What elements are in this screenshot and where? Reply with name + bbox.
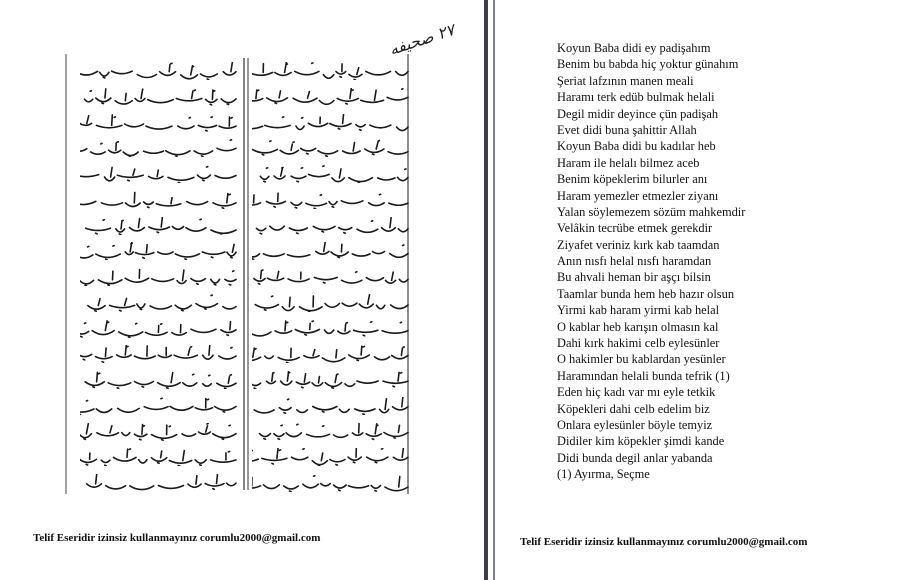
manuscript-line — [252, 268, 412, 286]
poem-line: Haram yemezler etmezler ziyanı — [557, 188, 719, 203]
poem-line: Benim bu babda hiç yoktur günahım — [557, 57, 739, 72]
manuscript-line — [252, 448, 412, 466]
manuscript-line — [252, 423, 412, 441]
poem-line: Şeriat lafzının manen meali — [557, 73, 694, 88]
manuscript-line — [80, 62, 240, 80]
manuscript-line — [252, 62, 412, 80]
poem-line: Yirmi kab haram yirmi kab helal — [557, 303, 720, 318]
manuscript-line — [80, 423, 240, 441]
poem-line: Dahi kırk hakimi celb eylesünler — [557, 336, 720, 351]
copyright-footer-right: Telif Eseridir izinsiz kullanmayınız corumlu2000@gmail.com — [520, 536, 808, 548]
transliterated-poem — [557, 40, 897, 466]
poem-line: Eden hiç kadı var mı eyle tetkik — [557, 385, 716, 400]
manuscript-line — [252, 165, 412, 183]
manuscript-line — [252, 371, 412, 389]
manuscript-right-column — [252, 62, 412, 492]
poem-line: Haramı terk edüb bulmak helali — [557, 90, 715, 105]
manuscript-line — [252, 191, 412, 209]
manuscript-page-number: ٢٧ صحيفه — [386, 20, 457, 59]
manuscript-line — [80, 139, 240, 157]
poem-line: O kablar heb karışın olmasın kal — [557, 319, 719, 334]
manuscript-line — [80, 371, 240, 389]
manuscript-line — [80, 320, 240, 338]
poem-line: Haramından helali bunda tefrik (1) — [557, 368, 730, 383]
poem-line: Ziyafet veriniz kırk kab taamdan — [557, 237, 720, 252]
manuscript-line — [252, 242, 412, 260]
manuscript-line — [252, 345, 412, 363]
poem-line: Didi bunda degil anlar yabanda — [557, 450, 713, 465]
manuscript-line — [80, 397, 240, 415]
manuscript-line — [252, 397, 412, 415]
poem-line: Köpekleri dahi celb edelim biz — [557, 401, 710, 416]
poem-line: Evet didi buna şahittir Allah — [557, 122, 697, 137]
poem-line: Yalan söylemezem sözüm mahkemdir — [557, 204, 746, 219]
manuscript-line — [80, 448, 240, 466]
manuscript-line — [252, 139, 412, 157]
manuscript-line — [80, 294, 240, 312]
poem-line: Taamlar bunda hem heb hazır olsun — [557, 286, 735, 301]
manuscript-line — [80, 191, 240, 209]
manuscript-line — [252, 294, 412, 312]
manuscript-scan — [62, 50, 412, 498]
page-gutter-light — [493, 0, 495, 580]
manuscript-line — [252, 474, 412, 492]
manuscript-line — [252, 114, 412, 132]
poem-line: Velâkin tecrübe etmek gerekdir — [557, 221, 713, 236]
poem-line: Koyun Baba didi bu kadılar heb — [557, 139, 716, 154]
poem-line: Degil midir deyince çün padişah — [557, 106, 719, 121]
manuscript-line — [80, 242, 240, 260]
manuscript-line — [80, 345, 240, 363]
manuscript-line — [80, 114, 240, 132]
manuscript-line — [252, 88, 412, 106]
poem-line: Bu ahvali heman bir aşçı bilsin — [557, 270, 711, 285]
manuscript-line — [252, 320, 412, 338]
poem-line: Koyun Baba didi ey padişahım — [557, 41, 711, 55]
page-gutter-dark — [484, 0, 488, 580]
manuscript-line — [80, 217, 240, 235]
manuscript-line — [80, 268, 240, 286]
poem-footnote: (1) Ayırma, Seçme — [557, 467, 650, 481]
manuscript-left-column — [80, 62, 240, 492]
poem-line: Didiler kim köpekler şimdi kande — [557, 434, 725, 449]
manuscript-line — [80, 474, 240, 492]
manuscript-line — [80, 88, 240, 106]
poem-line: Haram ile helalı bilmez aceb — [557, 155, 700, 170]
poem-line: O hakimler bu kablardan yesünler — [557, 352, 726, 367]
poem-line: Onlara eylesünler böyle temyiz — [557, 417, 713, 432]
manuscript-line — [80, 165, 240, 183]
copyright-footer-left: Telif Eseridir izinsiz kullanmayınız corumlu2000@gmail.com — [33, 532, 321, 544]
poem-line: Benim köpeklerim bilurler anı — [557, 172, 708, 187]
manuscript-line — [252, 217, 412, 235]
poem-line: Anın nısfı helal nısfı haramdan — [557, 254, 712, 269]
